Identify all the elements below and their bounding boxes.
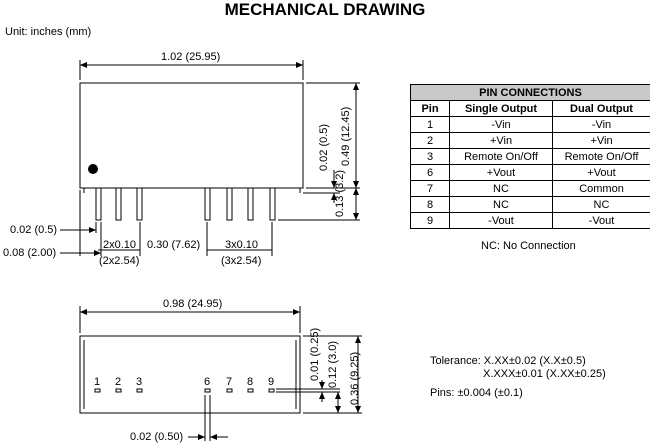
side-pin-7 — [227, 389, 232, 392]
col-pin: Pin — [411, 101, 450, 117]
side-view-body — [80, 336, 300, 413]
col-single-output: Single Output — [450, 101, 553, 117]
pin-cell: 1 — [411, 117, 450, 133]
single-cell: -Vin — [450, 117, 553, 133]
side-pin-label: 7 — [226, 376, 233, 388]
dual-cell: Remote On/Off — [553, 149, 650, 165]
single-cell: NC — [450, 181, 553, 197]
table-row — [411, 197, 650, 213]
tolerance-line-1: Tolerance: X.XX±0.02 (X.X±0.5) — [430, 355, 586, 367]
dual-cell: NC — [553, 197, 650, 213]
pin-length-label-a: 0.13 (3.2) — [334, 169, 346, 217]
side-pin-8 — [248, 389, 253, 392]
single-cell: Remote On/Off — [450, 149, 553, 165]
pin-cell: 9 — [411, 213, 450, 229]
top-pin-8 — [248, 188, 253, 220]
table-row — [411, 181, 650, 197]
table-row — [411, 117, 650, 133]
top-view-body — [80, 83, 303, 188]
top-pin-2 — [116, 188, 121, 220]
single-cell: -Vout — [450, 213, 553, 229]
side-pin-3 — [137, 389, 142, 392]
pitch-left-label: 2x0.10 — [103, 239, 137, 251]
pin-dia-label: 0.02 (0.50) — [130, 431, 184, 443]
col-dual-output: Dual Output — [553, 101, 650, 117]
tolerance-pins: Pins: ±0.004 (±0.1) — [430, 387, 523, 399]
dual-cell: +Vin — [553, 133, 650, 149]
top-height-label: 0.49 (12.45) — [340, 106, 352, 166]
side-pin-label: 6 — [204, 376, 211, 388]
side-width-label: 0.98 (24.95) — [163, 298, 223, 310]
single-cell: NC — [450, 197, 553, 213]
top-width-label: 1.02 (25.95) — [161, 51, 221, 63]
side-pin-height-label: 0.12 (3.0) — [327, 340, 339, 388]
pitch-left-mm-label: (2x2.54) — [99, 255, 140, 267]
gap-label: 0.30 (7.62) — [147, 239, 201, 251]
table-heading: PIN CONNECTIONS — [411, 85, 650, 101]
dual-cell: +Vout — [553, 165, 650, 181]
pitch-right-label: 3x0.10 — [225, 239, 259, 251]
top-pin-7 — [227, 188, 232, 220]
single-cell: +Vout — [450, 165, 553, 181]
top-pin-6 — [205, 188, 210, 220]
single-cell: +Vin — [450, 133, 553, 149]
pin1-marker-dot — [88, 164, 98, 174]
side-pin-1 — [95, 389, 100, 392]
side-pin-label: 2 — [115, 376, 122, 388]
pin-cell: 3 — [411, 149, 450, 165]
dual-cell: -Vin — [553, 117, 650, 133]
drawing-title: MECHANICAL DRAWING — [224, 0, 426, 19]
table-row — [411, 149, 650, 165]
side-pin-label: 1 — [94, 376, 101, 388]
pin-width-label: 0.02 (0.5) — [10, 224, 58, 236]
pin-cell: 8 — [411, 197, 450, 213]
side-depth-label: 0.36 (9.25) — [349, 351, 361, 405]
side-pin-9 — [269, 389, 274, 392]
table-row — [411, 133, 650, 149]
side-pin-6 — [205, 389, 210, 392]
pin-cell: 7 — [411, 181, 450, 197]
unit-note: Unit: inches (mm) — [5, 26, 92, 38]
dual-cell: Common — [553, 181, 650, 197]
side-offset-label: 0.01 (0.25) — [309, 327, 321, 381]
top-pin-3 — [137, 188, 142, 220]
pin-cell: 2 — [411, 133, 450, 149]
tolerance-note — [430, 355, 606, 400]
side-pin-label: 8 — [247, 376, 254, 388]
pin-cell: 6 — [411, 165, 450, 181]
top-pin-9 — [270, 188, 275, 220]
table-row — [411, 213, 650, 229]
side-pin-label: 3 — [136, 376, 143, 388]
side-pin-label: 9 — [268, 376, 275, 388]
top-pin-1 — [96, 188, 101, 220]
standoff-label: 0.02 (0.5) — [318, 123, 330, 171]
dual-cell: -Vout — [553, 213, 650, 229]
pin-connections-table — [410, 84, 650, 229]
pin-offset-label: 0.08 (2.00) — [3, 247, 57, 259]
nc-note: NC: No Connection — [481, 240, 576, 252]
tolerance-line-2: X.XXX±0.01 (X.XX±0.25) — [483, 368, 606, 380]
table-row — [411, 165, 650, 181]
side-pin-2 — [116, 389, 121, 392]
pitch-right-mm-label: (3x2.54) — [221, 255, 262, 267]
